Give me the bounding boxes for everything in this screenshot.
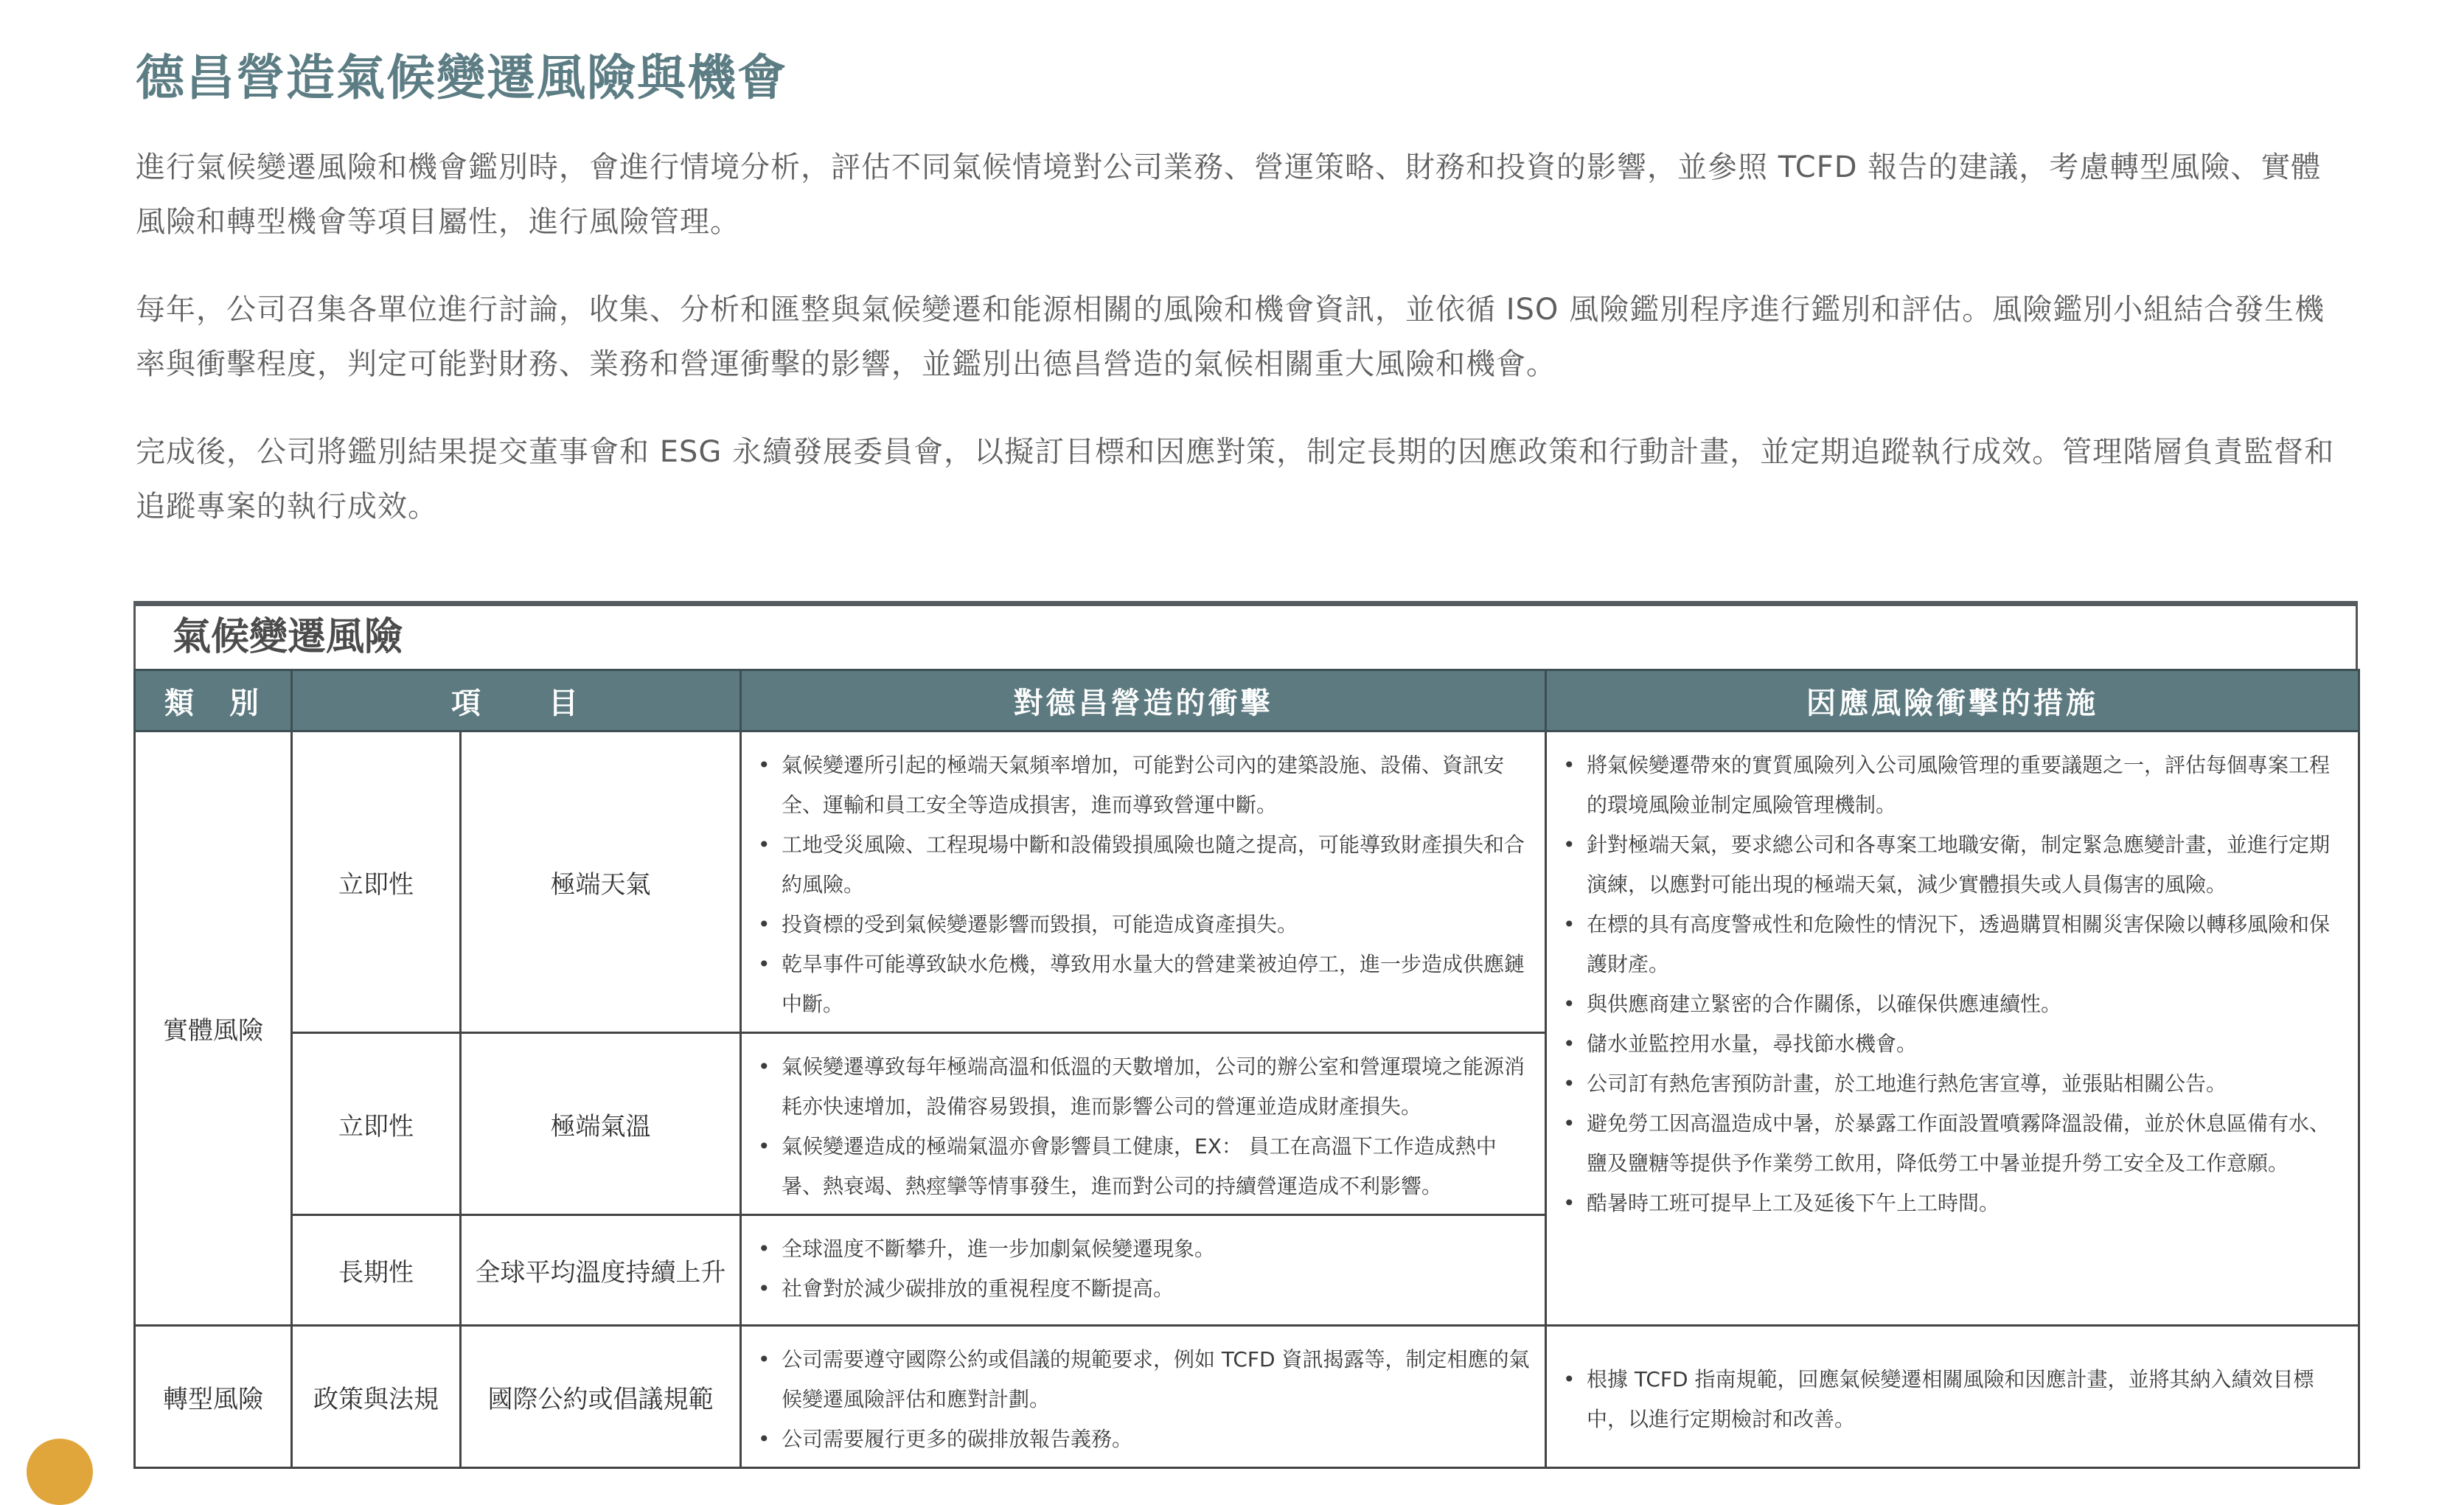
intro-paragraph-2: 每年，公司召集各單位進行討論，收集、分析和匯整與氣候變遷和能源相關的風險和機會資訊，並依循 ISO 風險鑑別程序進行鑑別和評估。風險鑑別小組結合發生機率與衝擊程度，判定可能對財務、業務和營運衝擊的影響，並鑑別出德昌營造的氣候相關重大風險和機會。 bbox=[136, 293, 2325, 381]
impact-bullet: • 氣候變遷所引起的極端天氣頻率增加，可能對公司內的建築設施、設備、資訊安全、運輸和員工安全等造成損害，進而導致營運中斷。 bbox=[755, 745, 1533, 825]
term-cell: 立即性 bbox=[292, 731, 461, 1033]
item-cell: 國際公約或倡議規範 bbox=[461, 1326, 741, 1468]
measure-bullet: • 根據 TCFD 指南規範，回應氣候變遷相關風險和因應計畫，並將其納入績效目標中，以進行定期檢討和改善。 bbox=[1560, 1360, 2346, 1439]
measure-bullet: • 公司訂有熱危害預防計畫，於工地進行熱危害宣導，並張貼相關公告。 bbox=[1560, 1064, 2346, 1104]
climate-risk-table-container bbox=[133, 601, 2358, 1469]
header-category: 類 別 bbox=[135, 670, 292, 731]
impact-cell bbox=[741, 1326, 1546, 1468]
table-caption: 氣候變遷風險 bbox=[133, 606, 2358, 669]
measure-bullet: • 酷暑時工班可提早上工及延後下午上工時間。 bbox=[1560, 1184, 2346, 1223]
page-title: 德昌營造氣候變遷風險與機會 bbox=[136, 49, 787, 106]
impact-bullet: • 氣候變遷造成的極端氣溫亦會影響員工健康，EX： 員工在高溫下工作造成熱中暑、熱衰竭、熱痙攣等情事發生，進而對公司的持續營運造成不利影響。 bbox=[755, 1127, 1533, 1206]
table-header-row bbox=[135, 670, 2359, 731]
category-physical-risk: 實體風險 bbox=[135, 731, 292, 1326]
category-transition-risk: 轉型風險 bbox=[135, 1326, 292, 1468]
measure-bullet: • 儲水並監控用水量，尋找節水機會。 bbox=[1560, 1024, 2346, 1064]
intro-paragraph-1: 進行氣候變遷風險和機會鑑別時，會進行情境分析，評估不同氣候情境對公司業務、營運策略、財務和投資的影響，並參照 TCFD 報告的建議，考慮轉型風險、實體風險和轉型機會等項目屬性，進行風險管理。 bbox=[136, 150, 2322, 239]
impact-cell bbox=[741, 731, 1546, 1033]
impact-cell bbox=[741, 1215, 1546, 1326]
impact-bullet: • 投資標的受到氣候變遷影響而毀損，可能造成資產損失。 bbox=[755, 905, 1533, 945]
impact-cell bbox=[741, 1033, 1546, 1215]
term-cell: 政策與法規 bbox=[292, 1326, 461, 1468]
term-cell: 立即性 bbox=[292, 1033, 461, 1215]
intro-paragraph-3: 完成後，公司將鑑別結果提交董事會和 ESG 永續發展委員會，以擬訂目標和因應對策，制定長期的因應政策和行動計畫，並定期追蹤執行成效。管理階層負責監督和追蹤專案的執行成效。 bbox=[136, 435, 2335, 524]
impact-bullet: • 氣候變遷導致每年極端高溫和低溫的天數增加，公司的辦公室和營運環境之能源消耗亦快速增加，設備容易毀損，進而影響公司的營運並造成財產損失。 bbox=[755, 1047, 1533, 1127]
term-cell: 長期性 bbox=[292, 1215, 461, 1326]
climate-risk-table bbox=[133, 669, 2360, 1469]
scroll-top-badge[interactable] bbox=[27, 1439, 93, 1505]
impact-bullet: • 公司需要履行更多的碳排放報告義務。 bbox=[755, 1419, 1533, 1459]
impact-bullet: • 公司需要遵守國際公約或倡議的規範要求，例如 TCFD 資訊揭露等，制定相應的氣候變遷風險評估和應對計劃。 bbox=[755, 1340, 1533, 1419]
item-cell: 全球平均溫度持續上升 bbox=[461, 1215, 741, 1326]
measure-bullet: • 在標的具有高度警戒性和危險性的情況下，透過購買相關災害保險以轉移風險和保護財產。 bbox=[1560, 905, 2346, 984]
item-cell: 極端氣溫 bbox=[461, 1033, 741, 1215]
measure-bullet: • 與供應商建立緊密的合作關係，以確保供應連續性。 bbox=[1560, 984, 2346, 1024]
measure-bullet: • 將氣候變遷帶來的實質風險列入公司風險管理的重要議題之一，評估每個專案工程的環境風險並制定風險管理機制。 bbox=[1560, 745, 2346, 825]
header-measures: 因應風險衝擊的措施 bbox=[1546, 670, 2359, 731]
header-item: 項 目 bbox=[292, 670, 741, 731]
measures-cell-transition bbox=[1546, 1326, 2359, 1468]
impact-bullet: • 全球溫度不斷攀升，進一步加劇氣候變遷現象。 bbox=[755, 1229, 1533, 1269]
impact-bullet: • 社會對於減少碳排放的重視程度不斷提高。 bbox=[755, 1269, 1533, 1309]
measures-cell-physical bbox=[1546, 731, 2359, 1326]
item-cell: 極端天氣 bbox=[461, 731, 741, 1033]
table-row bbox=[135, 1326, 2359, 1468]
measure-bullet: • 針對極端天氣，要求總公司和各專案工地職安衛，制定緊急應變計畫，並進行定期演練，以應對可能出現的極端天氣，減少實體損失或人員傷害的風險。 bbox=[1560, 825, 2346, 905]
table-row bbox=[135, 731, 2359, 1033]
measure-bullet: • 避免勞工因高溫造成中暑，於暴露工作面設置噴霧降溫設備，並於休息區備有水、鹽及鹽糖等提供予作業勞工飲用，降低勞工中暑並提升勞工安全及工作意願。 bbox=[1560, 1104, 2346, 1184]
header-impact: 對德昌營造的衝擊 bbox=[741, 670, 1546, 731]
impact-bullet: • 工地受災風險、工程現場中斷和設備毀損風險也隨之提高，可能導致財產損失和合約風險。 bbox=[755, 825, 1533, 905]
impact-bullet: • 乾旱事件可能導致缺水危機，導致用水量大的營建業被迫停工，進一步造成供應鏈中斷。 bbox=[755, 945, 1533, 1024]
